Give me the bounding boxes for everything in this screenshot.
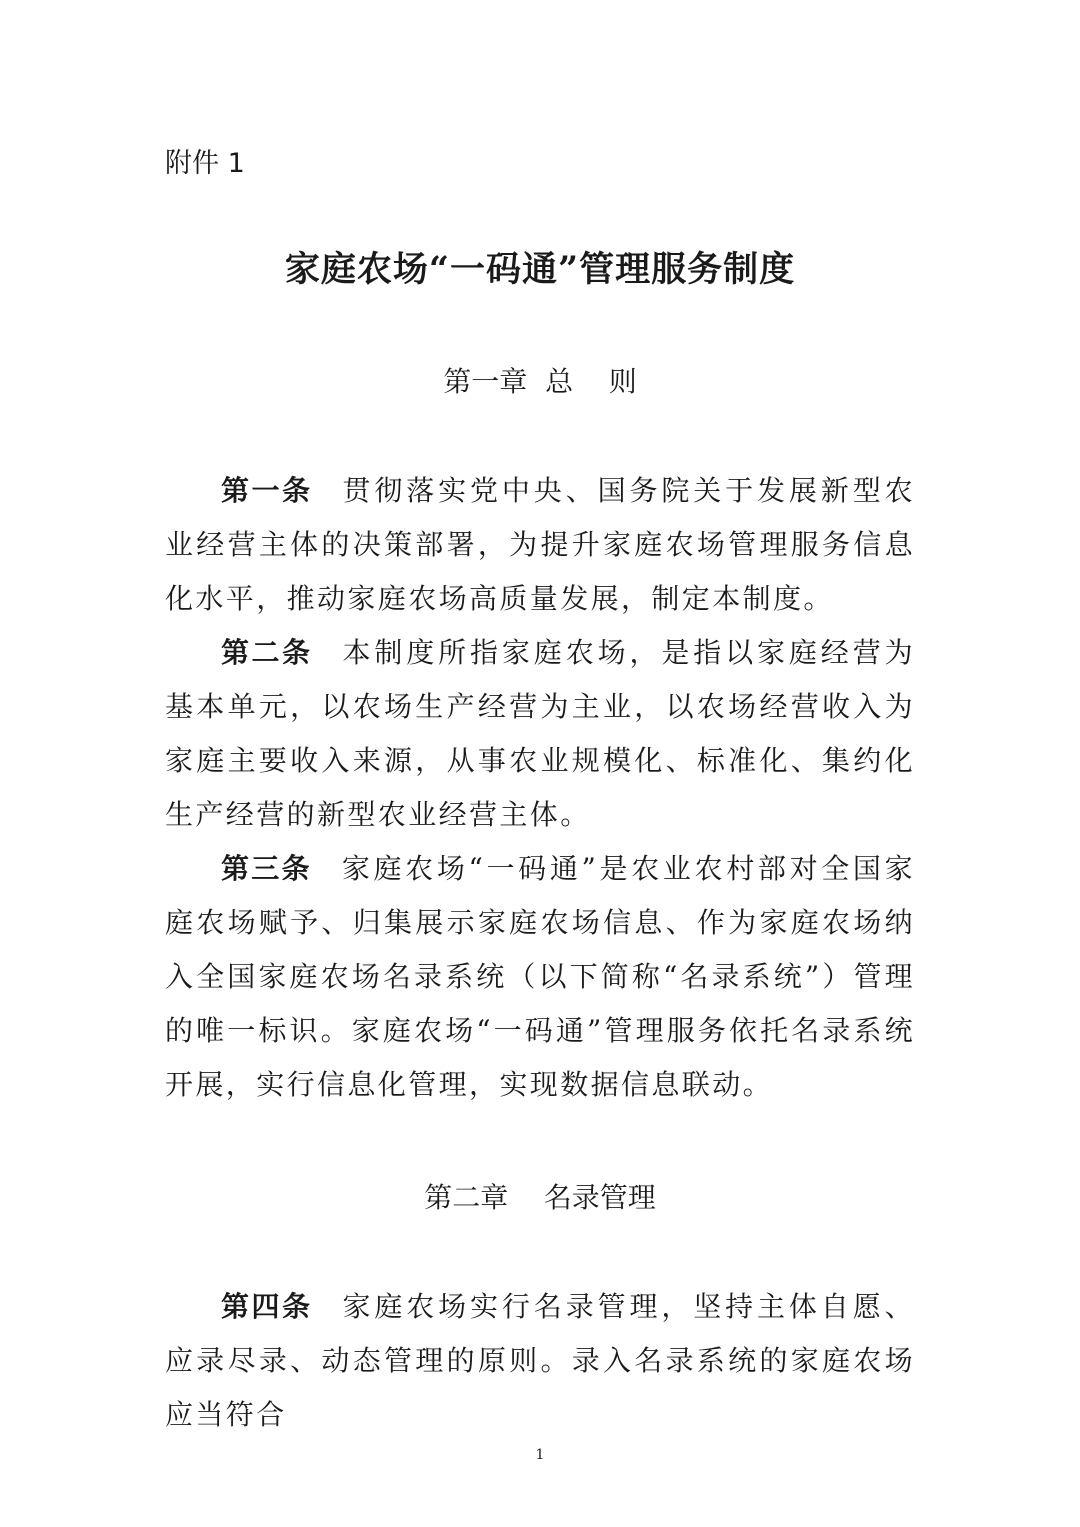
page-number: 1 [535, 1447, 545, 1463]
article-3 [165, 842, 915, 1112]
chapter-2-heading: 第二章 名录管理 [424, 1181, 656, 1214]
article-1-text: 贯彻落实党中央、国务院关于发展新型农业经营主体的决策部署，为提升家庭农场管理服务信息化水平，推动家庭农场高质量发展，制定本制度。 [165, 474, 915, 615]
article-1 [165, 464, 915, 626]
article-3-text: 家庭农场“一码通”是农业农村部对全国家庭农场赋予、归集展示家庭农场信息、作为家庭农场纳入全国家庭农场名录系统（以下简称“名录系统”）管理的唯一标识。家庭农场“一码通”管理服务依托名录系统开展，实行信息化管理，实现数据信息联动。 [165, 852, 915, 1101]
article-2 [165, 626, 915, 842]
article-4-number: 第四条 [221, 1290, 313, 1323]
attachment-label: 附件 1 [165, 148, 245, 179]
article-3-number: 第三条 [221, 852, 312, 885]
chapter-1-heading: 第一章 总 则 [443, 365, 637, 398]
article-4 [165, 1280, 915, 1442]
article-2-text: 本制度所指家庭农场，是指以家庭经营为基本单元，以农场生产经营为主业，以农场经营收入为家庭主要收入来源，从事农业规模化、标准化、集约化生产经营的新型农业经营主体。 [165, 636, 915, 831]
article-4-text: 家庭农场实行名录管理，坚持主体自愿、应录尽录、动态管理的原则。录入名录系统的家庭农场应当符合 [165, 1290, 915, 1431]
document-title: 家庭农场“一码通”管理服务制度 [284, 249, 796, 290]
article-2-number: 第二条 [221, 636, 313, 669]
article-1-number: 第一条 [221, 474, 313, 507]
